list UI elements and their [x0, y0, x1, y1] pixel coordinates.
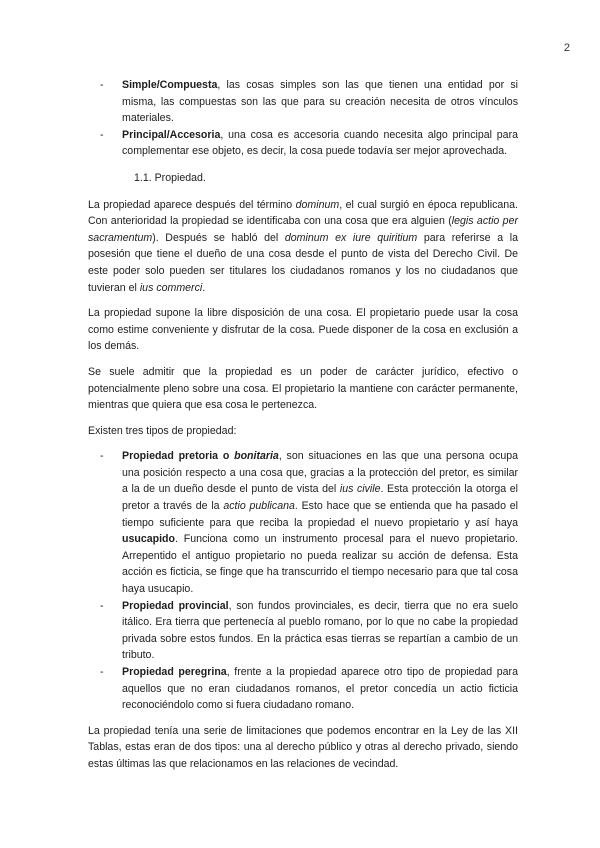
list-term: Simple/Compuesta	[122, 79, 218, 91]
section-heading: 1.1. Propiedad.	[134, 171, 206, 184]
document-body	[88, 77, 518, 782]
list-item-peregrina: - Propiedad peregrina, frente a la propiedad aparece otro tipo de propiedad para aquellos que no eran ciudadanos romanos, el pretor concedía un actio ficticia reconociéndolo como si fuera ciudadano romano.	[88, 664, 518, 714]
classification-list	[88, 77, 518, 160]
paragraph-libre-disposicion: La propiedad supone la libre disposición de una cosa. El propietario puede usar la cosa como estime conveniente y disfrutar de la cosa. Puede disponer de la cosa en exclusión a los demás.	[88, 307, 518, 353]
list-item: - Simple/Compuesta, las cosas simples son las que tienen una entidad por si misma, las compuestas son las que para su creación necesita de otros vínculos materiales.	[88, 77, 518, 127]
property-types-list	[88, 448, 518, 714]
paragraph-poder-juridico: Se suele admitir que la propiedad es un poder de carácter jurídico, efectivo o potencialmente pleno sobre una cosa. El propietario la mantiene con carácter permanente, mientras que quiera que esa cosa le pertenezca.	[88, 365, 518, 412]
list-item-provincial: - Propiedad provincial, son fundos provinciales, es decir, tierra que no era suelo itálico. Era tierra que pertenecía al pueblo romano, por lo que no cabe la propiedad privada sobre estos fundos. En la práctica esas tierras se repartían a cambio de un tributo.	[88, 598, 518, 664]
paragraph-tipos-intro: Existen tres tipos de propiedad:	[88, 424, 237, 437]
paragraph-dominum: La propiedad aparece después del término dominum, el cual surgió en época republicana. Con anterioridad la propiedad se identificaba con una cosa que era alguien (legis actio per sacramentum). Después se habló del dominum ex iure quiritium para referirse a la posesión que tiene el dueño de una cosa desde el punto de vista del Derecho Civil. De este poder solo pueden ser titulares los ciudadanos romanos y los no ciudadanos que tuvieran el ius commerci.	[88, 198, 518, 294]
paragraph-limitaciones: La propiedad tenía una serie de limitaciones que podemos encontrar en la Ley de las XII Tablas, estas eran de dos tipos: una al derecho público y otras al derecho privado, siendo estas últimas las que relacionamos en las relaciones de vecindad.	[88, 724, 518, 770]
list-item-pretoria: - Propiedad pretoria o bonitaria, son situaciones en las que una persona ocupa una posición respecto a una cosa que, gracias a la protección del pretor, es similar a la de un dueño desde el punto de vista del ius civile. Esta protección la otorga el pretor a través de la actio publicana. Esto hace que se entienda que ha pasado el tiempo suficiente para que reciba la propiedad el nuevo propietario y así haya usucapido. Funciona como un instrumento procesal para el nuevo propietario. Arrepentido el antiguo propietario no pueda realizar su acción de defensa. Esta acción es ficticia, se finge que ha transcurrido el tiempo necesario para que tal cosa haya usucapio.	[88, 448, 518, 597]
list-item: - Principal/Accesoria, una cosa es accesoria cuando necesita algo principal para complementar ese objeto, es decir, la cosa puede todavía ser mejor aprovechada.	[88, 127, 518, 160]
list-term: Principal/Accesoria	[122, 128, 221, 141]
page-number: 2	[563, 42, 570, 54]
